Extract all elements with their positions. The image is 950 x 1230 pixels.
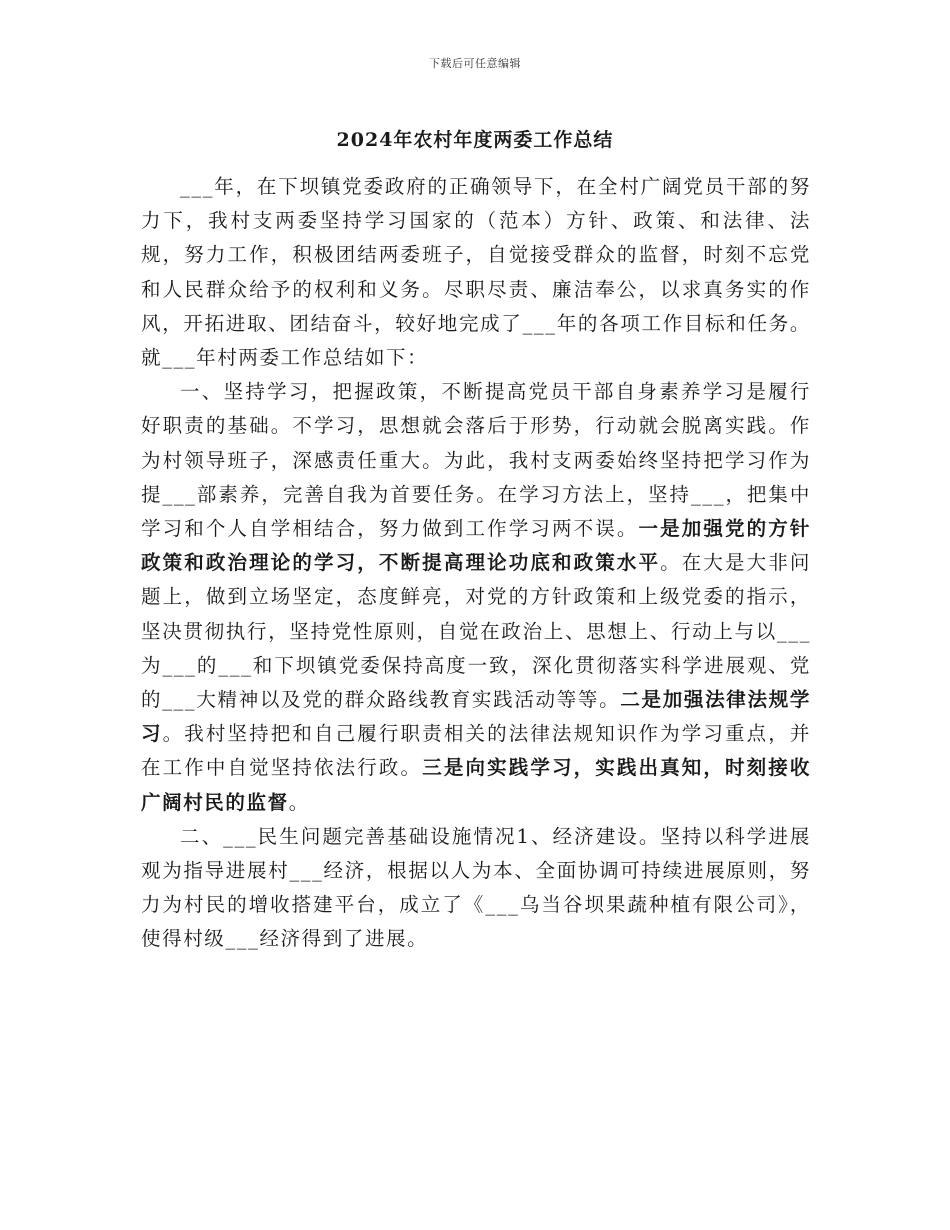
emphasis-text: 一是加强党的方针政策和政治理论的学习，不断提高理论功底和政策水平 — [141, 517, 811, 575]
document-body — [141, 170, 811, 957]
page-title: 2024年农村年度两委工作总结 — [336, 129, 614, 151]
emphasis-text: 三是向实践学习，实践出真知，时刻接收广阔村民的监督 — [141, 756, 811, 814]
paragraph-section-2 — [141, 820, 811, 957]
emphasis-text: 二是加强法律法规学习 — [141, 688, 811, 746]
paragraph-text: 。我村坚持把和自己履行职责相关的法律法规知识作为学习重点，并在工作中自觉坚持依法行政。 — [141, 722, 811, 780]
header-note: 下载后可任意编辑 — [429, 57, 521, 70]
paragraph-section-1 — [141, 375, 811, 820]
paragraph-text: 。在大是大非问题上，做到立场坚定，态度鲜亮，对党的方针政策和上级党委的指示，坚决贯彻执行，坚持党性原则，自觉在政治上、思想上、行动上与以___为___的___和下坝镇党委保持高度一致，深化贯彻落实科学进展观、党的___大精神以及党的群众路线教育实践活动等等。 — [141, 551, 812, 712]
paragraph-text: 一、坚持学习，把握政策，不断提高党员干部自身素养学习是履行好职责的基础。不学习，思想就会落后于形势，行动就会脱离实践。作为村领导班子，深感责任重大。为此，我村支两委始终坚持把学习作为提___部素养，完善自我为首要任务。在学习方法上，坚持___，把集中学习和个人自学相结合，努力做到工作学习两不误。 — [141, 380, 811, 541]
paragraph-text: 。 — [288, 790, 310, 814]
paragraph-text: 二、___民生问题完善基础设施情况1、经济建设。坚持以科学进展观为指导进展村___经济，根据以人为本、全面协调可持续进展原则，努力为村民的增收搭建平台，成立了《___乌当谷坝果蔬种植有限公司》，使得村级___经济得到了进展。 — [141, 824, 811, 951]
paragraph-intro — [141, 170, 811, 375]
paragraph-text: ___年，在下坝镇党委政府的正确领导下，在全村广阔党员干部的努力下，我村支两委坚持学习国家的（范本）方针、政策、和法律、法规，努力工作，积极团结两委班子，自觉接受群众的监督，时刻不忘党和人民群众给予的权利和义务。尽职尽责、廉洁奉公，以求真务实的作风，开拓进取、团结奋斗，较好地完成了___年的各项工作目标和任务。就___年村两委工作总结如下： — [141, 175, 811, 370]
